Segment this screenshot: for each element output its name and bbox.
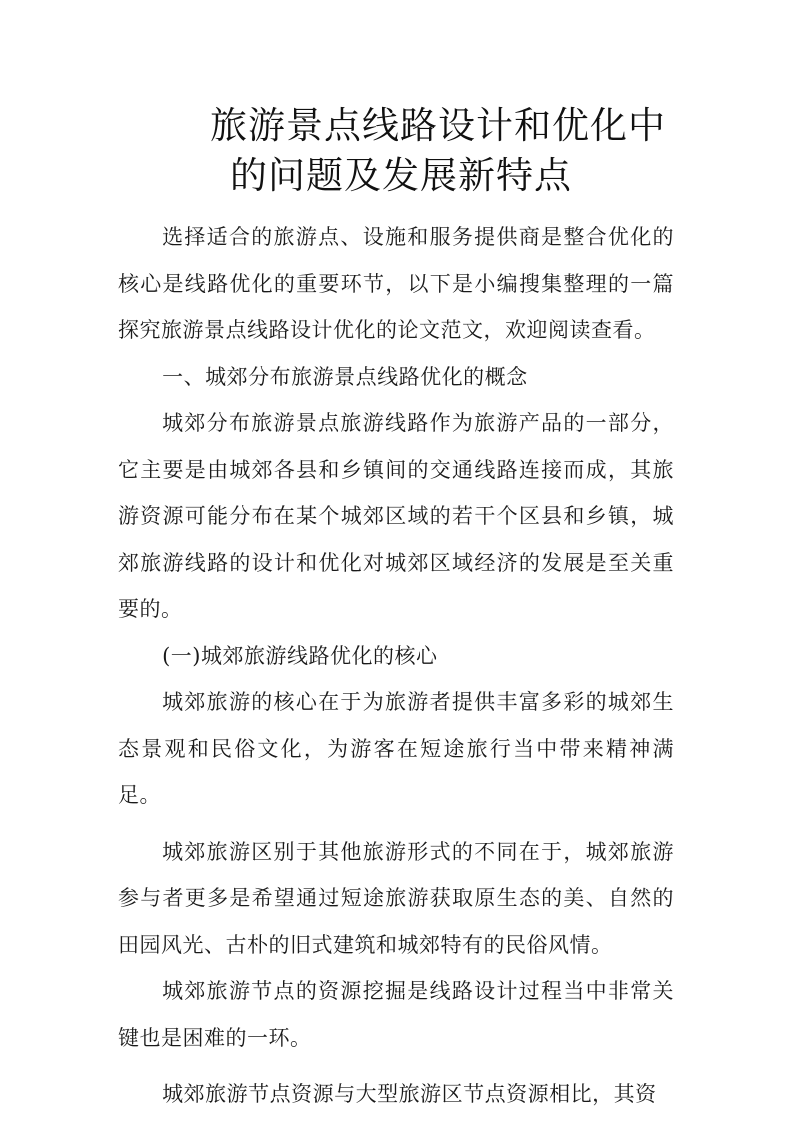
paragraph-intro: 选择适合的旅游点、设施和服务提供商是整合优化的核心是线路优化的重要环节，以下是小编搜集整理的一篇探究旅游景点线路设计优化的论文范文，欢迎阅读查看。 bbox=[118, 225, 674, 342]
paragraph: 城郊旅游节点资源与大型旅游区节点资源相比，其资 bbox=[162, 1082, 657, 1106]
paragraph: 城郊旅游区别于其他旅游形式的不同在于，城郊旅游参与者更多是希望通过短途旅游获取原生态的美、自然的田园风光、古朴的旧式建筑和城郊特有的民俗风情。 bbox=[118, 839, 674, 957]
document-title-line-1: 旅游景点线路设计和优化中 bbox=[210, 104, 666, 147]
subsection-heading-1: (一)城郊旅游线路优化的核心 bbox=[162, 643, 438, 668]
section-heading-1: 一、城郊分布旅游景点线路优化的概念 bbox=[162, 364, 528, 389]
document-title-line-2: 的问题及发展新特点 bbox=[230, 154, 572, 197]
document-body bbox=[118, 214, 674, 1118]
paragraph: 城郊旅游节点的资源挖掘是线路设计过程当中非常关键也是困难的一环。 bbox=[118, 979, 674, 1050]
paragraph: 城郊分布旅游景点旅游线路作为旅游产品的一部分，它主要是由城郊各县和乡镇间的交通线路连接而成，其旅游资源可能分布在某个城郊区域的若干个区县和乡镇，城郊旅游线路的设计和优化对城郊区域经济的发展是至关重要的。 bbox=[118, 411, 674, 621]
paragraph: 城郊旅游的核心在于为旅游者提供丰富多彩的城郊生态景观和民俗文化，为游客在短途旅行当中带来精神满足。 bbox=[118, 690, 674, 807]
